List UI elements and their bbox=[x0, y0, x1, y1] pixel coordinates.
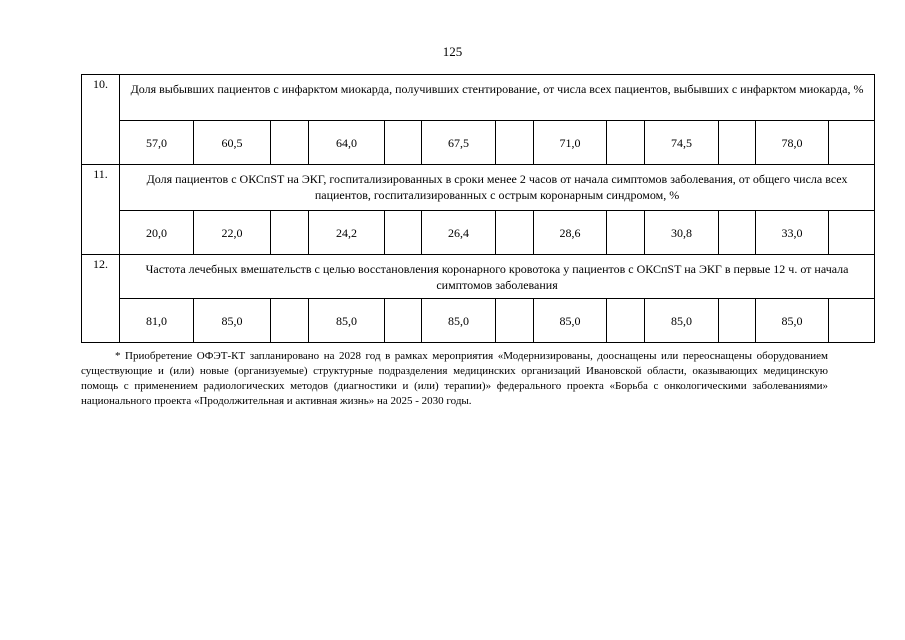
footnote bbox=[81, 349, 828, 409]
indicator-value-cell: 57,0 bbox=[120, 121, 194, 165]
indicator-value-cell: 64,0 bbox=[309, 121, 385, 165]
indicator-value-cell: 81,0 bbox=[120, 299, 194, 343]
indicator-number: 11. bbox=[82, 165, 120, 255]
indicator-value-cell: 74,5 bbox=[645, 121, 719, 165]
indicator-value-cell bbox=[496, 121, 534, 165]
indicator-value-cell: 67,5 bbox=[422, 121, 496, 165]
indicator-value-cell bbox=[829, 121, 875, 165]
indicator-value-cell bbox=[829, 299, 875, 343]
indicator-value-cell bbox=[496, 211, 534, 255]
indicator-value-cell bbox=[271, 211, 309, 255]
indicator-value-cell bbox=[385, 299, 422, 343]
indicator-value-cell: 78,0 bbox=[756, 121, 829, 165]
indicator-title-row bbox=[82, 165, 875, 211]
indicator-value-cell bbox=[719, 211, 756, 255]
indicator-value-cell: 85,0 bbox=[645, 299, 719, 343]
indicator-value-cell: 71,0 bbox=[534, 121, 607, 165]
indicator-value-cell: 33,0 bbox=[756, 211, 829, 255]
indicator-value-cell bbox=[719, 299, 756, 343]
page-number: 125 bbox=[442, 44, 463, 59]
indicator-value-cell: 20,0 bbox=[120, 211, 194, 255]
indicator-value-cell: 60,5 bbox=[194, 121, 271, 165]
indicator-value-cell: 24,2 bbox=[309, 211, 385, 255]
indicator-title-row bbox=[82, 255, 875, 299]
indicator-value-cell bbox=[496, 299, 534, 343]
indicator-value-cell: 28,6 bbox=[534, 211, 607, 255]
indicator-value-cell: 85,0 bbox=[422, 299, 496, 343]
indicator-value-cell bbox=[719, 121, 756, 165]
indicator-value-cell bbox=[271, 121, 309, 165]
indicator-value-cell bbox=[271, 299, 309, 343]
indicator-number: 12. bbox=[82, 255, 120, 343]
indicator-title: Частота лечебных вмешательств с целью восстановления коронарного кровотока у пациентов с ОКСпST на ЭКГ в первые 12 ч. от начала симптомов заболевания bbox=[120, 255, 875, 299]
indicator-value-cell bbox=[607, 299, 645, 343]
indicator-value-cell bbox=[607, 121, 645, 165]
indicator-title: Доля пациентов с ОКСпST на ЭКГ, госпитализированных в сроки менее 2 часов от начала симптомов заболевания, от общего числа всех пациентов, госпитализированных с острым коронарным синдромом, % bbox=[120, 165, 875, 211]
table-body bbox=[82, 75, 875, 343]
indicator-title: Доля выбывших пациентов с инфарктом миокарда, получивших стентирование, от числа всех пациентов, выбывших с инфарктом миокарда, % bbox=[120, 75, 875, 121]
indicator-value-cell: 26,4 bbox=[422, 211, 496, 255]
indicator-values-row bbox=[82, 211, 875, 255]
indicator-value-cell bbox=[607, 211, 645, 255]
indicator-title-row bbox=[82, 75, 875, 121]
indicator-number: 10. bbox=[82, 75, 120, 165]
indicator-value-cell bbox=[385, 121, 422, 165]
indicator-value-cell: 85,0 bbox=[756, 299, 829, 343]
indicator-value-cell bbox=[829, 211, 875, 255]
indicator-value-cell: 85,0 bbox=[309, 299, 385, 343]
indicator-value-cell: 30,8 bbox=[645, 211, 719, 255]
indicator-value-cell: 85,0 bbox=[194, 299, 271, 343]
indicator-value-cell: 22,0 bbox=[194, 211, 271, 255]
indicators-table bbox=[81, 74, 875, 343]
indicator-values-row bbox=[82, 299, 875, 343]
footnote-text: * Приобретение ОФЭТ-КТ запланировано на 2028 год в рамках мероприятия «Модернизированы, дооснащены или переоснащены оборудованием существующие и (или) новые (организуемые) структурные подразделения медицинских организаций Ивановской области, оказывающих медицинскую помощь с применением радиологических методов (диагностики и (или) терапии)» федерального проекта «Борьба с онкологическими заболеваниями» национального проекта «Продолжительная и активная жизнь» на 2025 - 2030 годы. bbox=[81, 350, 828, 407]
indicator-values-row bbox=[82, 121, 875, 165]
indicator-value-cell bbox=[385, 211, 422, 255]
indicator-value-cell: 85,0 bbox=[534, 299, 607, 343]
